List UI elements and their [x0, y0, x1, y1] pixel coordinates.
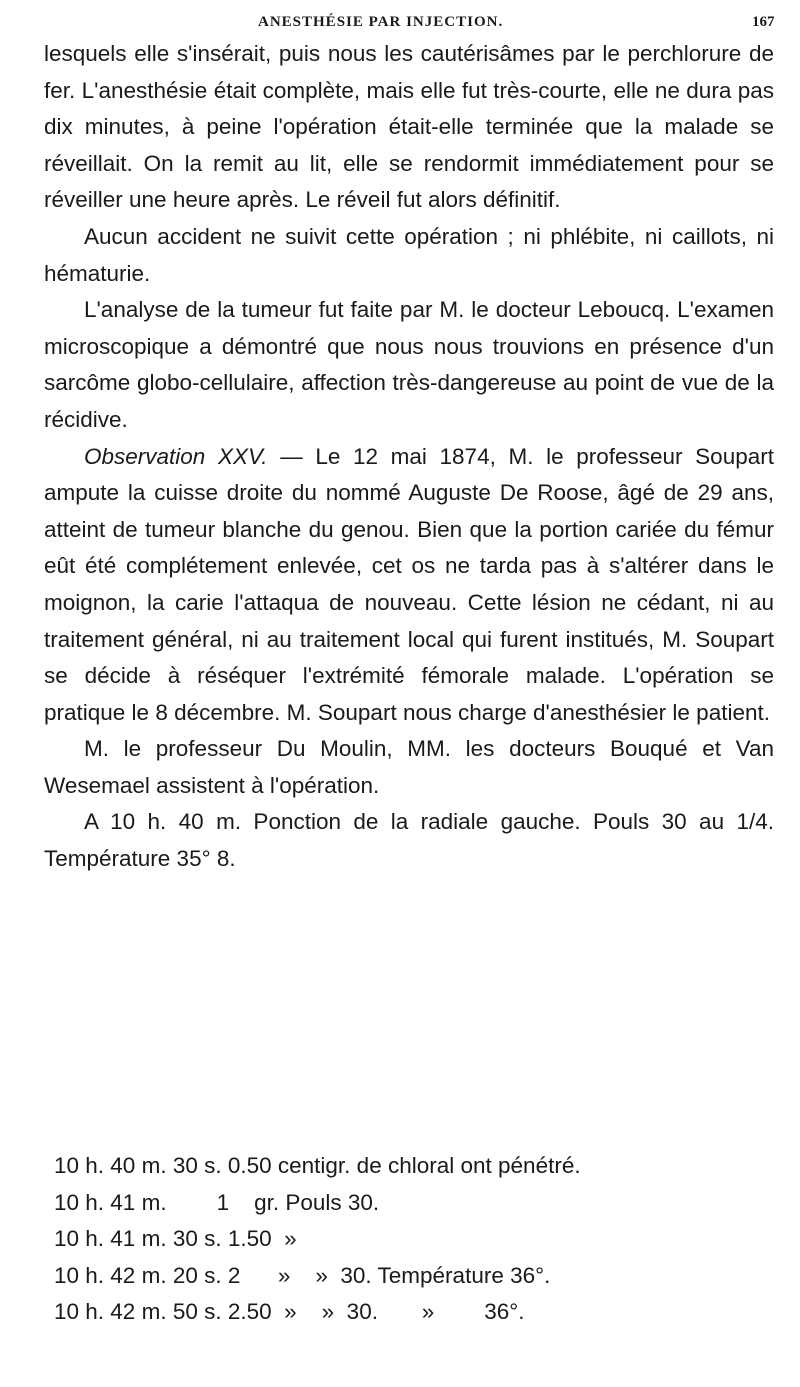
paragraph: M. le professeur Du Moulin, MM. les docteurs Bouqué et Van Wesemael assistent à l'opération.: [44, 736, 774, 798]
observation-title: Observation XXV.: [84, 443, 268, 469]
timing-row: 10 h. 41 m. 1 gr. Pouls 30.: [54, 1189, 380, 1215]
timing-row: 10 h. 41 m. 30 s. 1.50 »: [54, 1226, 297, 1252]
timing-row: 10 h. 42 m. 20 s. 2 » » 30. Température 36°.: [54, 1262, 551, 1288]
page-number: 167: [752, 14, 775, 30]
paragraph: A 10 h. 40 m. Ponction de la radiale gauche. Pouls 30 au 1/4. Température 35° 8.: [44, 809, 774, 872]
page-header: [0, 8, 800, 38]
paragraph: lesquels elle s'insérait, puis nous les cautérisâmes par le perchlorure de fer. L'anesthésie était complète, mais elle fut très-courte, elle ne dura pas dix minutes, à peine l'opération était-elle terminée que la malade se réveillait. On la remit au lit, elle se rendormit immédiatement pour se réveiller une heure après. Le réveil fut alors définitif.: [44, 41, 774, 213]
body-text: [44, 36, 774, 878]
timing-row: 10 h. 42 m. 50 s. 2.50 » » 30. » 36°.: [54, 1299, 525, 1325]
timing-row: 10 h. 40 m. 30 s. 0.50 centigr. de chloral ont pénétré.: [54, 1153, 581, 1178]
paragraph: L'analyse de la tumeur fut faite par M. le docteur Leboucq. L'examen microscopique a démontré que nous nous trouvions en présence d'un sarcôme globo-cellulaire, affection très-dangereuse au point de vue de la récidive.: [44, 297, 774, 432]
timing-table: [54, 1148, 784, 1331]
running-title: ANESTHÉSIE PAR INJECTION.: [258, 14, 504, 30]
observation-text: — Le 12 mai 1874, M. le professeur Soupart ampute la cuisse droite du nommé Auguste De Roose, âgé de 29 ans, atteint de tumeur blanche du genou. Bien que la portion cariée du fémur eût été complétement enlevée, cet os ne tarda pas à s'altérer dans le moignon, la carie l'attaqua de nouveau. Cette lésion ne cédant, ni au traitement général, ni au traitement local qui furent institués, M. Soupart se décide à réséquer l'extrémité fémorale malade. L'opération se pratique le 8 décembre. M. Soupart nous charge d'anesthésier le patient.: [44, 443, 774, 725]
paragraph: Aucun accident ne suivit cette opération ; ni phlébite, ni caillots, ni hématurie.: [44, 223, 774, 286]
observation-paragraph: [44, 439, 774, 732]
